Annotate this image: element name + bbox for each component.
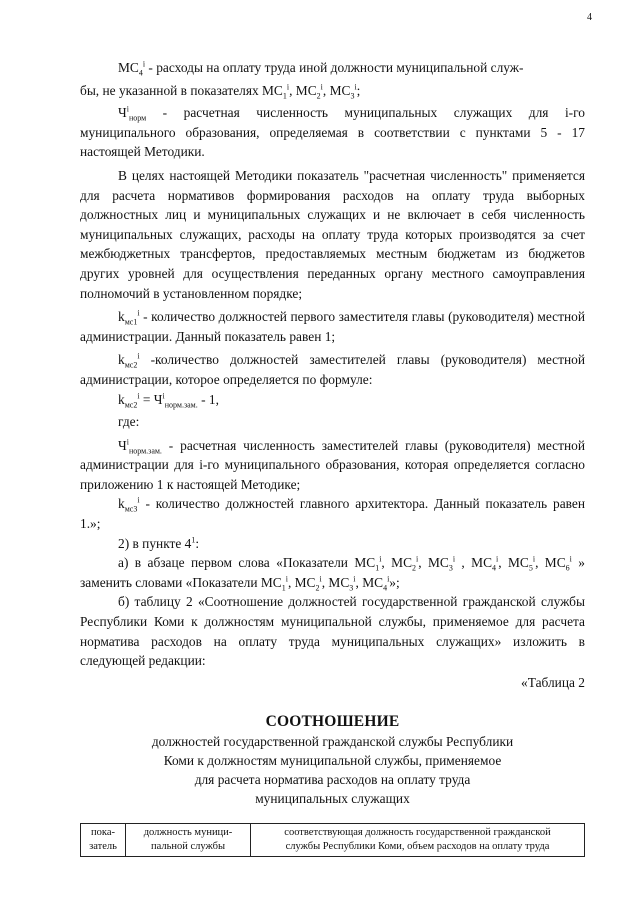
- table-reference: «Таблица 2: [521, 674, 585, 690]
- document-heading: СООТНОШЕНИЕ: [265, 713, 400, 731]
- header-municipal-position: должность муници- пальной службы: [126, 824, 251, 857]
- where-label: где:: [118, 414, 140, 430]
- subitem-a: а) в абзаце первом слова «Показатели $МС_1^i$, $МС_2^i$, $МС_3^i$ , $МС_4^i$, $МС_5^i$, $МС_6^i$ » заменить словами «Показатели $МС_1^i$, $МС_2^i$, $МС_3^i$, $МС_4^i$»;: [80, 554, 585, 593]
- document-body: [80, 58, 585, 857]
- formula-k-mc2: $k_{мс2}^i = Ч^i_{норм.зам.} - 1$,: [118, 391, 219, 410]
- definition-ch-norm-zam: $Ч^i_{норм.зам.}$ - расчетная численность заместителей главы (руководителя) местной администрации для i-го муниципального образования, которая определяется согласно приложению 1 к настоящей Методике;: [80, 437, 585, 492]
- correspondence-table: [80, 823, 585, 857]
- definition-mc4: $МС_4^i$ - расходы на оплату труда иной должности муниципальной служ-: [118, 59, 524, 78]
- page-number: 4: [587, 12, 592, 23]
- definition-k-mc1: $k_{мс1}^i$ - количество должностей первого заместителя главы (руководителя) местной администрации. Данный показатель равен 1;: [80, 308, 585, 344]
- heading-line-3: для расчета норматива расходов на оплату труда: [194, 772, 471, 787]
- paragraph-calculated-headcount: В целях настоящей Методики показатель "расчетная численность" применяется для расчета нормативов формирования расходов на оплату труда выборных должностных лиц и муниципальных служащих и не включает в себя численность муниципальных служащих, расходы на оплату труда которых производятся за счет межбюджетных трансфертов, предоставляемых местным бюджетам из бюджетов других уровней для осуществления переданных органу местного самоуправления полномочий в установленном порядке;: [80, 167, 585, 301]
- heading-line-4: муниципальных служащих: [255, 791, 410, 806]
- definition-mc4-continued: бы, не указанной в показателях $МС_1^i$, $МС_2^i$, $МС_3^i$;: [80, 82, 361, 101]
- subitem-b: б) таблицу 2 «Соотношение должностей государственной гражданской службы Республики Коми к должностям муниципальной службы, применяемое для расчета норматива расходов на оплату труда муниципальных служащих» изложить в следующей редакции:: [80, 594, 585, 669]
- definition-k-mc3: $k_{мс3}^i$ - количество должностей главного архитектора. Данный показатель равен 1.»;: [80, 496, 585, 532]
- item-2: 2) в пункте $4^1$:: [118, 535, 200, 551]
- definition-k-mc2: $k_{мс2}^i$ -количество должностей заместителей главы (руководителя) местной администрации, которое определяется по формуле:: [80, 351, 585, 387]
- header-state-position: соответствующая должность государственной гражданской службы Республики Коми, объем расходов на оплату труда: [251, 824, 585, 857]
- header-indicator: пока- затель: [81, 824, 126, 857]
- heading-line-2: Коми к должностям муниципальной службы, применяемое: [163, 753, 502, 768]
- heading-line-1: должностей государственной гражданской службы Республики: [151, 734, 514, 749]
- definition-ch-norm: $Ч^i_{норм}$ - расчетная численность муниципальных служащих для i-го муниципального образования, определяемая в соответствии с пунктами 5 - 17 настоящей Методики.: [80, 104, 585, 160]
- table-header-row: [81, 824, 585, 857]
